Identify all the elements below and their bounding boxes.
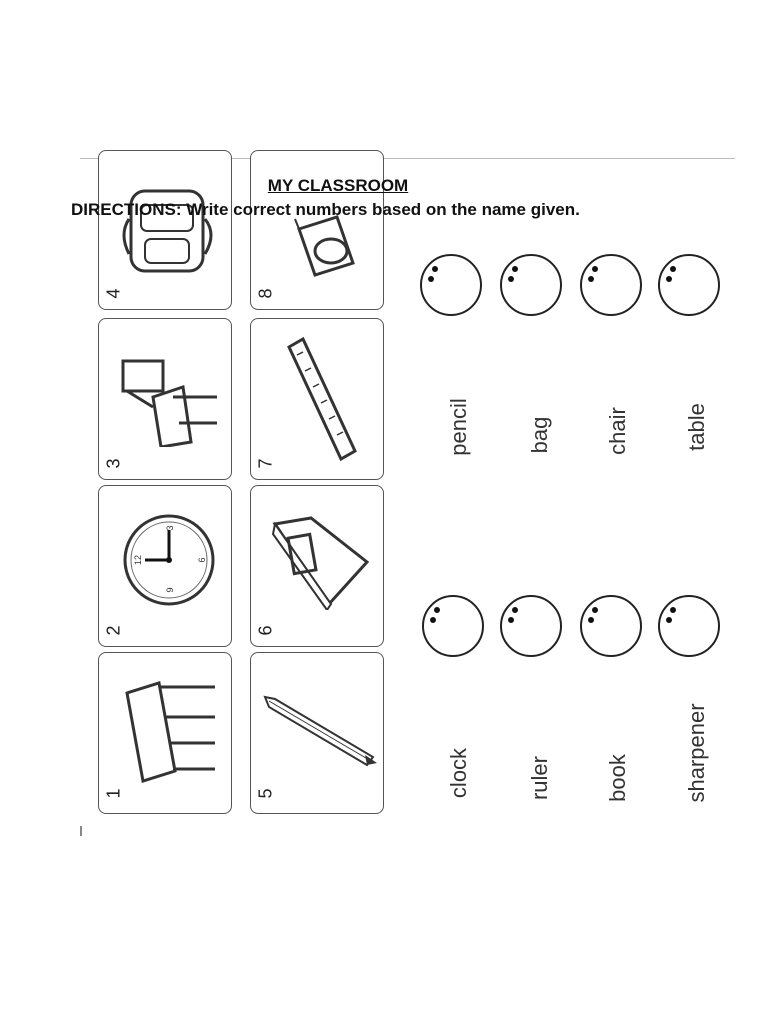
answer-circle-clock[interactable] [422, 595, 484, 657]
card-number: 3 [103, 458, 124, 469]
answer-circle-ruler[interactable] [500, 595, 562, 657]
svg-text:6: 6 [197, 557, 207, 563]
picture-card-6 [250, 485, 384, 647]
card-number: 4 [103, 288, 124, 299]
answer-circle-book[interactable] [580, 595, 642, 657]
word-bag: bag [527, 416, 552, 454]
picture-card-2 [98, 485, 232, 647]
picture-card-8 [250, 150, 384, 310]
picture-card-1 [98, 652, 232, 814]
picture-card-5 [250, 652, 384, 814]
scan-mark [80, 826, 82, 836]
answer-circle-sharpener[interactable] [658, 595, 720, 657]
answer-circle-bag[interactable] [500, 254, 562, 316]
card-number: 1 [103, 788, 124, 799]
card-number: 2 [103, 625, 124, 636]
answer-circle-chair[interactable] [580, 254, 642, 316]
word-ruler: ruler [527, 756, 552, 801]
card-number: 5 [255, 788, 276, 799]
card-number: 7 [255, 458, 276, 469]
word-sharpener: sharpener [684, 703, 709, 803]
ruler-icon [281, 333, 361, 463]
word-pencil: pencil [446, 398, 471, 456]
chair-icon [113, 347, 223, 447]
word-clock: clock [446, 747, 471, 799]
answer-circle-pencil[interactable] [420, 254, 482, 316]
word-table: table [684, 403, 709, 451]
card-number: 8 [255, 288, 276, 299]
sharpener-icon [291, 211, 361, 281]
card-number: 6 [255, 625, 276, 636]
word-book: book [605, 754, 630, 802]
svg-text:3: 3 [165, 525, 175, 531]
clock-icon [119, 510, 219, 610]
table-icon [115, 673, 225, 783]
svg-text:12: 12 [133, 554, 143, 566]
book-icon [267, 510, 377, 610]
svg-text:9: 9 [165, 587, 175, 593]
pencil-icon [261, 693, 381, 773]
answer-circle-table[interactable] [658, 254, 720, 316]
picture-card-7 [250, 318, 384, 480]
picture-card-3 [98, 318, 232, 480]
picture-card-4 [98, 150, 232, 310]
worksheet-directions: DIRECTIONS: Write correct numbers based on the name given. [71, 200, 580, 219]
worksheet-title: MY CLASSROOM [267, 176, 409, 195]
word-chair: chair [605, 407, 630, 455]
